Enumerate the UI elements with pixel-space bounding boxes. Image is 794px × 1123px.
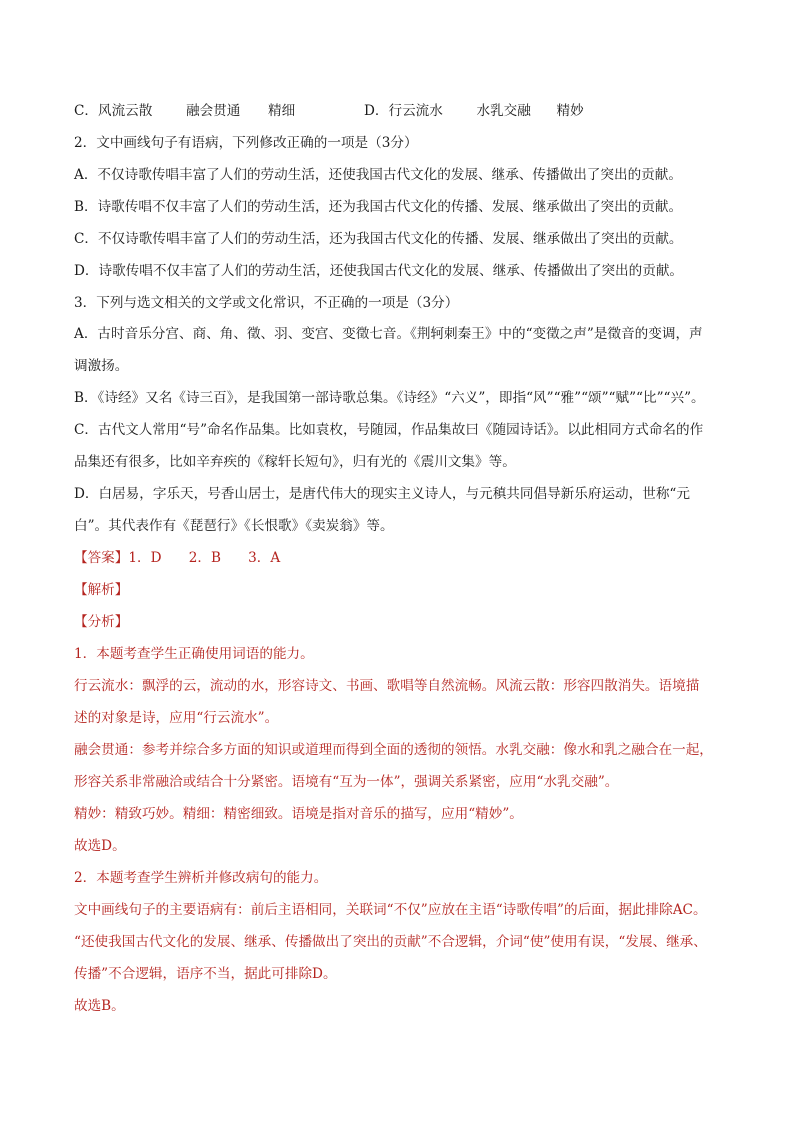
fenxi-label: 【分析】 (74, 614, 129, 630)
analysis-line: 精妙：精致巧妙。精细：精密细致。语境是指对音乐的描写，应用“精妙”。 (74, 806, 523, 822)
analysis-line: 传播”不合逻辑，语序不当，据此可排除D。 (74, 966, 337, 982)
analysis-line: 故选B。 (74, 998, 125, 1014)
q1-option-d-label: D． (364, 103, 389, 119)
q1-option-c-item-2: 融会贯通 (186, 103, 241, 119)
q2-option-b: B．诗歌传唱不仅丰富了人们的劳动生活，还为我国古代文化的传播、发展、继承做出了突出的贡献。 (74, 199, 683, 215)
q3-option-a-line2: 调激扬。 (74, 358, 129, 374)
q3-option-c-line1: C．古代文人常用“号”命名作品集。比如袁枚，号随园，作品集故曰《随园诗话》。以此相同方式命名的作 (74, 422, 704, 438)
q2-option-c: C．不仅诗歌传唱丰富了人们的劳动生活，还为我国古代文化的传播、发展、继承做出了突出的贡献。 (74, 231, 683, 247)
q2-option-d: D．诗歌传唱不仅丰富了人们的劳动生活，还使我国古代文化的发展、继承、传播做出了突出的贡献。 (74, 263, 684, 279)
analysis-line: 融会贯通：参考并综合多方面的知识或道理而得到全面的透彻的领悟。水乳交融：像水和乳之融合在一起， (74, 742, 713, 758)
answer-line (74, 548, 280, 568)
q1-option-d-item-3: 精妙 (556, 103, 584, 119)
q3-option-c-line2: 品集还有很多，比如辛弃疾的《稼轩长短句》，归有光的《震川文集》等。 (74, 454, 516, 470)
q2-stem: 2．文中画线句子有语病，下列修改正确的一项是（3分） (74, 135, 418, 151)
q1-option-c-label: C． (74, 103, 98, 119)
q1-option-d-item-1: 行云流水 (388, 103, 443, 119)
q3-stem: 3．下列与选文相关的文学或文化常识，不正确的一项是（3分） (74, 295, 459, 311)
q1-option-c-item-1: 风流云散 (98, 103, 153, 119)
analysis-line: 故选D。 (74, 838, 126, 854)
q3-option-a-line1: A．古时音乐分宫、商、角、徵、羽、变宫、变徵七音。《荆轲刺秦王》中的“变徵之声”是徵音的变调，声 (74, 326, 703, 342)
jiexi-label: 【解析】 (74, 582, 129, 598)
q3-option-d-line2: 白”。其代表作有《琵琶行》《长恨歌》《卖炭翁》等。 (74, 518, 394, 534)
analysis-line: 文中画线句子的主要语病有：前后主语相同，关联词“不仅”应放在主语“诗歌传唱”的后面，据此排除AC。 (74, 902, 707, 918)
q2-option-a: A．不仅诗歌传唱丰富了人们的劳动生活，还使我国古代文化的发展、继承、传播做出了突出的贡献。 (74, 167, 682, 183)
analysis-line: 行云流水：飘浮的云，流动的水，形容诗文、书画、歌唱等自然流畅。风流云散：形容四散消失。语境描 (74, 678, 700, 694)
answer-label: 【答案】 (74, 550, 129, 566)
q3-option-b: B．《诗经》又名《诗三百》，是我国第一部诗歌总集。《诗经》“六义”，即指“风”“雅”“颂”“赋”“比”“兴”。 (74, 390, 705, 406)
q1-option-d-item-2: 水乳交融 (476, 103, 531, 119)
analysis-line: 1．本题考查学生正确使用词语的能力。 (74, 646, 314, 662)
answer-text: 1．D 2．B 3．A (128, 550, 281, 566)
analysis-line: 形容关系非常融洽或结合十分紧密。语境有“互为一体”，强调关系紧密，应用“水乳交融”。 (74, 774, 619, 790)
q3-option-d-line1: D．白居易，字乐天，号香山居士，是唐代伟大的现实主义诗人，与元稹共同倡导新乐府运动，世称“元 (74, 486, 690, 502)
analysis-line: 述的对象是诗，应用“行云流水”。 (74, 710, 279, 726)
analysis-line: 2．本题考查学生辨析并修改病句的能力。 (74, 870, 328, 886)
q1-option-c-item-3: 精细 (268, 103, 296, 119)
q1-options-c-d (74, 101, 584, 121)
analysis-line: “还使我国古代文化的发展、继承、传播做出了突出的贡献”不合逻辑，介词“使”使用有误，“发展、继承、 (74, 934, 707, 950)
